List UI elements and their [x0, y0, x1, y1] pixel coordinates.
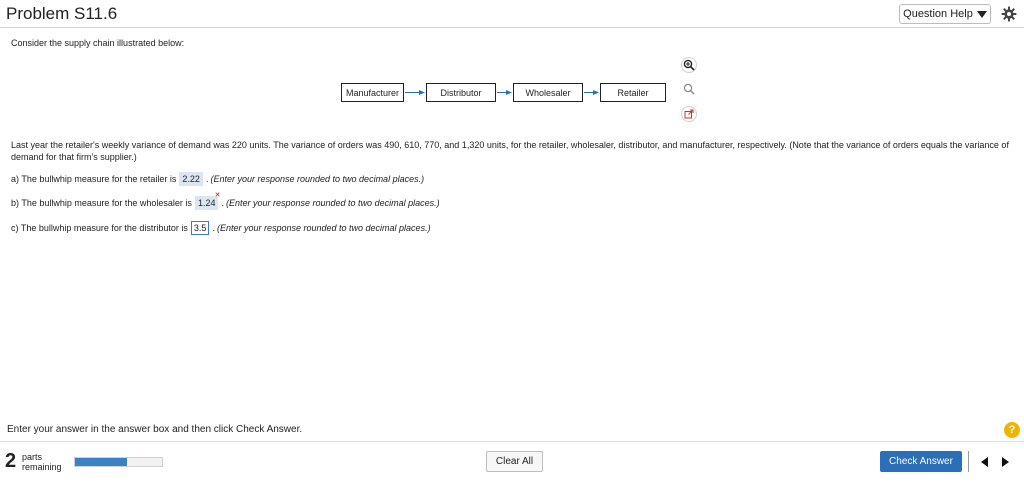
chain-arrow-icon [583, 83, 600, 102]
answer-b-value: 1.24 [197, 198, 216, 208]
page-title: Problem S11.6 [6, 4, 118, 23]
question-a-text: a) The bullwhip measure for the retailer is [11, 174, 177, 184]
answer-a-field[interactable]: 2.22 [179, 172, 203, 186]
previous-button[interactable] [977, 454, 991, 470]
question-a [11, 172, 424, 186]
external-link-icon[interactable] [681, 106, 697, 122]
answer-b-field[interactable] [195, 192, 221, 210]
question-c-hint: (Enter your response rounded to two decimal places.) [216, 223, 431, 233]
question-c [11, 221, 431, 235]
footer-instruction: Enter your answer in the answer box and then click Check Answer. [7, 424, 303, 435]
supply-chain-diagram [341, 83, 671, 102]
chain-box-wholesaler: Wholesaler [513, 83, 583, 102]
triangle-right-icon [1002, 457, 1009, 467]
question-b-text: b) The bullwhip measure for the wholesaler is [11, 198, 192, 208]
progress-bar [74, 457, 163, 467]
header-divider [0, 27, 1024, 28]
question-help-label: Question Help [903, 8, 973, 20]
parts-label-line2: remaining [22, 462, 62, 472]
question-b [11, 192, 440, 210]
zoom-in-icon[interactable] [681, 57, 697, 73]
check-answer-button[interactable]: Check Answer [880, 451, 962, 472]
chain-box-manufacturer: Manufacturer [341, 83, 404, 102]
answer-c-input[interactable]: 3.5 [191, 221, 210, 235]
zoom-out-icon[interactable] [681, 81, 697, 97]
chain-arrow-icon [404, 83, 426, 102]
next-button[interactable] [998, 454, 1012, 470]
question-a-hint: (Enter your response rounded to two decimal places.) [210, 174, 425, 184]
problem-prompt: Consider the supply chain illustrated below: [11, 38, 185, 48]
parts-label-line1: parts [22, 452, 43, 462]
triangle-left-icon [981, 457, 988, 467]
parts-remaining-count: 2 [5, 450, 17, 472]
problem-description: Last year the retailer's weekly variance of demand was 220 units. The variance of orders was 490, 610, 770, and 1,320 units, for the retailer, wholesaler, distributor, and manufacturer, respectively. (Note that the variance of orders equals the variance of demand for that firm's supplier.) [11, 140, 1009, 162]
gear-icon[interactable] [1001, 6, 1017, 22]
question-help-button[interactable] [899, 4, 991, 24]
parts-remaining-label [22, 452, 62, 472]
question-c-period: . [212, 223, 215, 233]
question-b-period: . [221, 198, 224, 208]
question-b-hint: (Enter your response rounded to two decimal places.) [225, 198, 440, 208]
question-c-text: c) The bullwhip measure for the distributor is [11, 223, 188, 233]
incorrect-mark-icon: ✕ [214, 192, 221, 199]
footer-divider [0, 441, 1024, 442]
clear-all-button[interactable]: Clear All [486, 451, 543, 472]
question-icon[interactable]: ? [1004, 422, 1020, 438]
chain-box-retailer: Retailer [600, 83, 666, 102]
question-a-period: . [205, 174, 209, 184]
nav-divider [968, 451, 969, 472]
chain-arrow-icon [496, 83, 513, 102]
chevron-down-icon [977, 11, 987, 18]
chain-box-distributor: Distributor [426, 83, 496, 102]
progress-fill [75, 458, 127, 466]
